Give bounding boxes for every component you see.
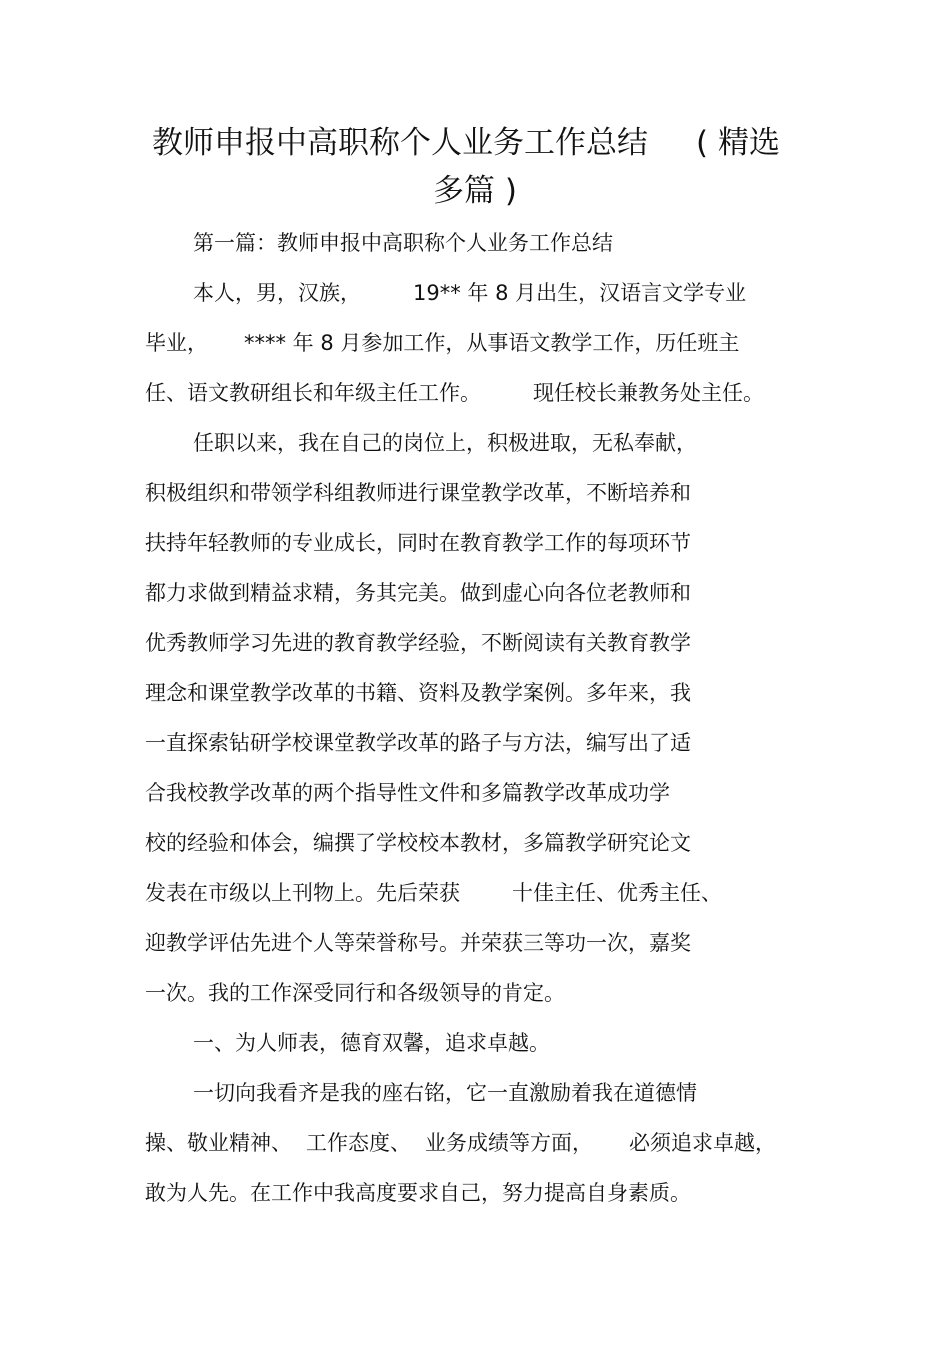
paragraph-line xyxy=(193,278,746,308)
text-span: 19** 年 8 月出生，汉语言文学专业 xyxy=(413,281,747,305)
paragraph-line: 都力求做到精益求精，务其完美。做到虚心向各位老教师和 xyxy=(145,581,691,605)
paragraph-line xyxy=(145,878,722,908)
paragraph-line: 任职以来，我在自己的岗位上，积极进取，无私奉献， xyxy=(193,431,697,455)
paragraph-line xyxy=(145,328,739,358)
paragraph-line: 一切向我看齐是我的座右铭，它一直激励着我在道德情 xyxy=(193,1081,697,1105)
text-span: 任、语文教研组长和年级主任工作。 xyxy=(145,381,481,405)
document-title-line-2: 多篇 ) xyxy=(433,173,517,209)
text-span: 十佳主任、优秀主任、 xyxy=(512,881,722,905)
text-span: 发表在市级以上刊物上。先后荣获 xyxy=(145,881,460,905)
document-title xyxy=(152,120,812,166)
text-span: 本人，男，汉族， xyxy=(193,281,361,305)
section-heading: 第一篇：教师申报中高职称个人业务工作总结 xyxy=(193,231,613,255)
text-span: 现任校长兼教务处主任。 xyxy=(533,381,764,405)
paragraph-line: 一直探索钻研学校课堂教学改革的路子与方法，编写出了适 xyxy=(145,731,691,755)
paragraph-line: 理念和课堂教学改革的书籍、资料及教学案例。多年来，我 xyxy=(145,681,691,705)
paragraph-line: 合我校教学改革的两个指导性文件和多篇教学改革成功学 xyxy=(145,781,670,805)
text-span: 必须追求卓越， xyxy=(629,1131,776,1155)
text-span: 操、敬业精神、 xyxy=(145,1131,292,1155)
paragraph-line: 扶持年轻教师的专业成长，同时在教育教学工作的每项环节 xyxy=(145,531,691,555)
paragraph-line: 迎教学评估先进个人等荣誉称号。并荣获三等功一次，嘉奖 xyxy=(145,931,691,955)
text-span: **** 年 8 月参加工作，从事语文教学工作，历任班主 xyxy=(244,331,740,355)
paragraph-line: 敢为人先。在工作中我高度要求自己，努力提高自身素质。 xyxy=(145,1181,691,1205)
paragraph-line: 校的经验和体会，编撰了学校校本教材，多篇教学研究论文 xyxy=(145,831,691,855)
title-suffix: ( 精选 xyxy=(696,125,780,161)
text-span: 毕业， xyxy=(145,331,208,355)
paragraph-line xyxy=(145,378,764,408)
title-main: 教师申报中高职称个人业务工作总结 xyxy=(152,125,648,161)
paragraph-line: 一次。我的工作深受同行和各级领导的肯定。 xyxy=(145,981,565,1005)
paragraph-line: 优秀教师学习先进的教育教学经验，不断阅读有关教育教学 xyxy=(145,631,691,655)
paragraph-line xyxy=(145,1128,776,1158)
text-span: 工作态度、 xyxy=(306,1131,411,1155)
text-span: 业务成绩等方面， xyxy=(425,1131,593,1155)
subsection-heading: 一、为人师表，德育双馨，追求卓越。 xyxy=(193,1031,550,1055)
paragraph-line: 积极组织和带领学科组教师进行课堂教学改革，不断培养和 xyxy=(145,481,691,505)
